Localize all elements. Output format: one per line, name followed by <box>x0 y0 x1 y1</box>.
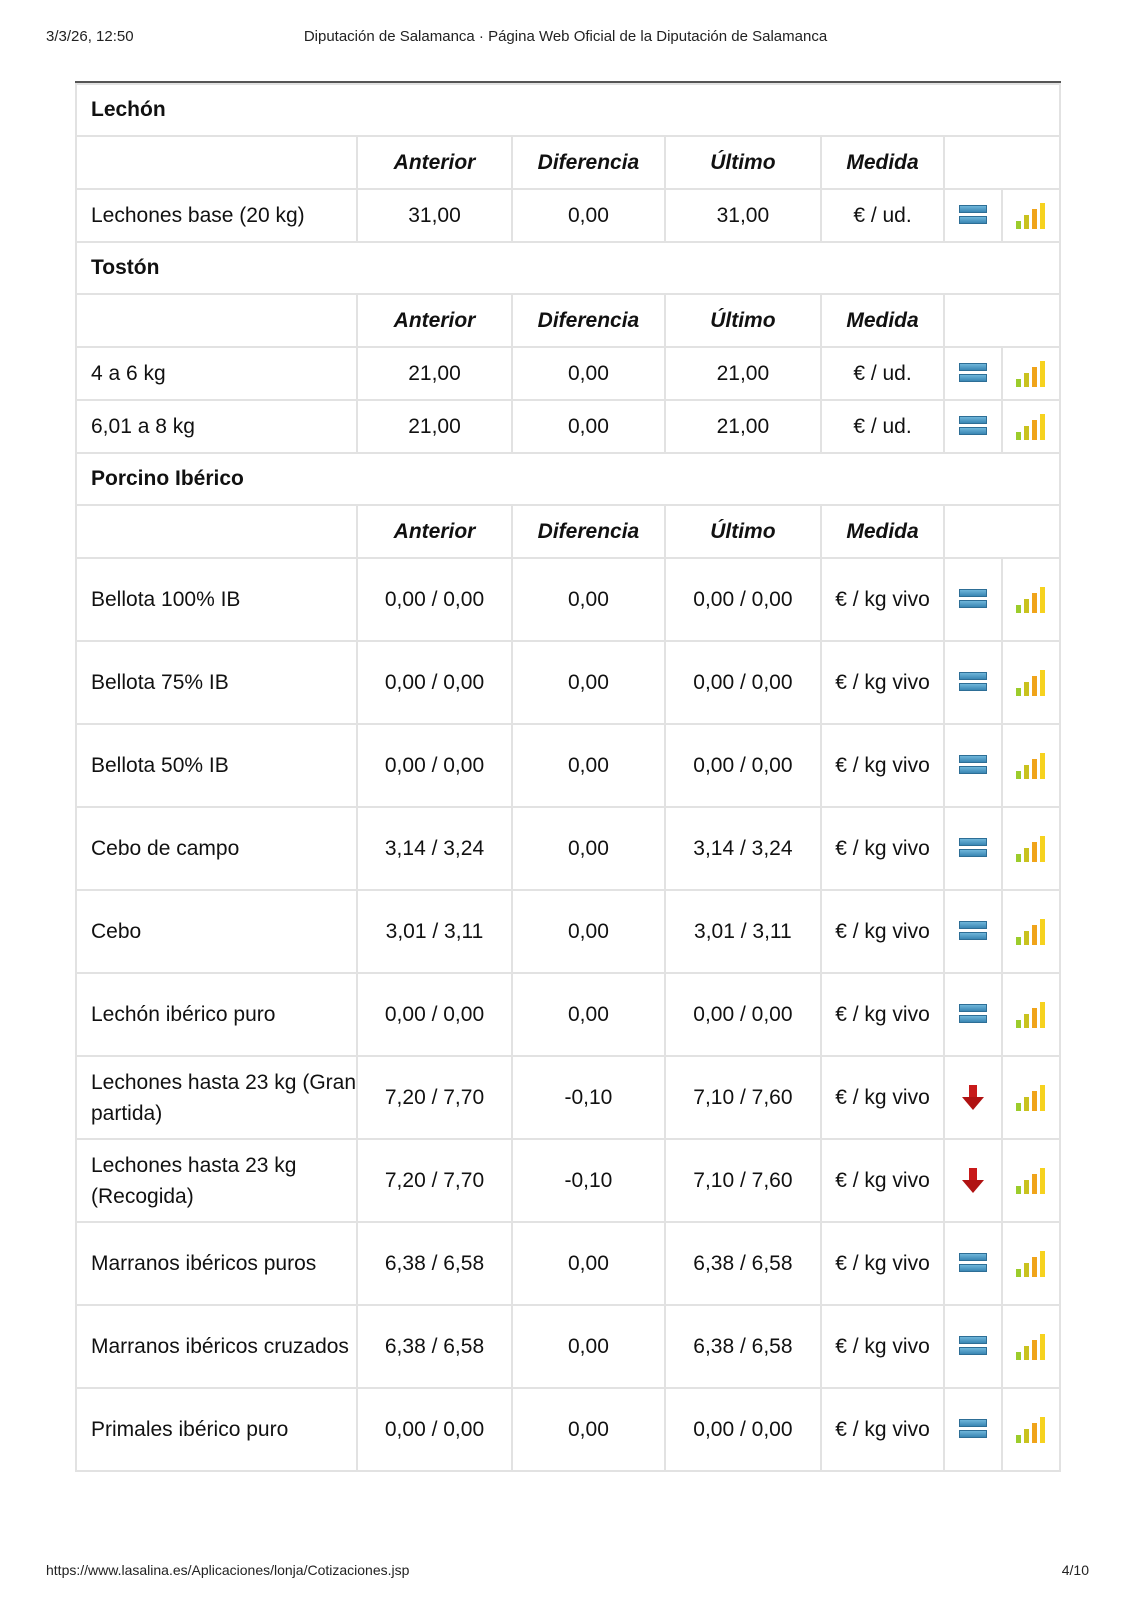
unit-measure: € / kg vivo <box>821 724 945 807</box>
unit-measure: € / kg vivo <box>821 807 945 890</box>
chart-bars-icon[interactable] <box>1016 919 1046 945</box>
header-diff: Diferencia <box>512 136 665 189</box>
unit-measure: € / kg vivo <box>821 1222 945 1305</box>
chart-cell[interactable] <box>1002 558 1060 641</box>
table-row <box>76 347 1060 400</box>
trend-cell[interactable] <box>944 1222 1001 1305</box>
no-change-icon[interactable] <box>959 1419 987 1441</box>
chart-bars-icon[interactable] <box>1016 836 1046 862</box>
unit-measure: € / kg vivo <box>821 1305 945 1388</box>
table-row <box>76 807 1060 890</box>
product-name: Bellota 50% IB <box>76 724 357 807</box>
latest-price: 6,38 / 6,58 <box>665 1222 820 1305</box>
price-difference: 0,00 <box>512 400 665 453</box>
unit-measure: € / kg vivo <box>821 641 945 724</box>
header-icons-empty <box>944 294 1060 347</box>
no-change-icon[interactable] <box>959 589 987 611</box>
section-title: Tostón <box>76 242 1060 294</box>
previous-price: 21,00 <box>357 400 511 453</box>
chart-cell[interactable] <box>1002 1222 1060 1305</box>
chart-bars-icon[interactable] <box>1016 1251 1046 1277</box>
price-difference: 0,00 <box>512 1222 665 1305</box>
table-row <box>76 1222 1060 1305</box>
trend-cell[interactable] <box>944 1056 1001 1139</box>
price-difference: 0,00 <box>512 1388 665 1471</box>
header-icons-empty <box>944 505 1060 558</box>
previous-price: 7,20 / 7,70 <box>357 1056 511 1139</box>
previous-price: 6,38 / 6,58 <box>357 1222 511 1305</box>
header-prev: Anterior <box>357 136 511 189</box>
chart-cell[interactable] <box>1002 890 1060 973</box>
latest-price: 31,00 <box>665 189 820 242</box>
chart-bars-icon[interactable] <box>1016 1002 1046 1028</box>
table-row <box>76 400 1060 453</box>
trend-cell[interactable] <box>944 890 1001 973</box>
latest-price: 0,00 / 0,00 <box>665 1388 820 1471</box>
previous-price: 21,00 <box>357 347 511 400</box>
unit-measure: € / kg vivo <box>821 1056 945 1139</box>
price-difference: 0,00 <box>512 641 665 724</box>
chart-bars-icon[interactable] <box>1016 414 1046 440</box>
chart-bars-icon[interactable] <box>1016 1168 1046 1194</box>
header-diff: Diferencia <box>512 505 665 558</box>
column-header-row <box>76 136 1060 189</box>
header-unit: Medida <box>821 136 945 189</box>
latest-price: 0,00 / 0,00 <box>665 973 820 1056</box>
previous-price: 6,38 / 6,58 <box>357 1305 511 1388</box>
chart-cell[interactable] <box>1002 400 1060 453</box>
header-unit: Medida <box>821 294 945 347</box>
price-difference: 0,00 <box>512 973 665 1056</box>
header-prev: Anterior <box>357 505 511 558</box>
product-name: Marranos ibéricos puros <box>76 1222 357 1305</box>
section-title-row <box>76 84 1060 136</box>
product-name: Bellota 100% IB <box>76 558 357 641</box>
price-difference: 0,00 <box>512 347 665 400</box>
section-title: Lechón <box>76 84 1060 136</box>
section-title-row <box>76 242 1060 294</box>
previous-price: 3,01 / 3,11 <box>357 890 511 973</box>
header-unit: Medida <box>821 505 945 558</box>
trend-cell[interactable] <box>944 724 1001 807</box>
price-difference: 0,00 <box>512 890 665 973</box>
latest-price: 6,38 / 6,58 <box>665 1305 820 1388</box>
no-change-icon[interactable] <box>959 672 987 694</box>
chart-bars-icon[interactable] <box>1016 670 1046 696</box>
price-difference: -0,10 <box>512 1139 665 1222</box>
quotes-table-container <box>75 81 1061 1515</box>
price-difference: 0,00 <box>512 724 665 807</box>
product-name: Lechón ibérico puro <box>76 973 357 1056</box>
chart-bars-icon[interactable] <box>1016 753 1046 779</box>
product-name: 4 a 6 kg <box>76 347 357 400</box>
page-number: 4/10 <box>1061 1562 1089 1578</box>
table-row <box>76 1388 1060 1471</box>
quotes-table <box>75 83 1061 1472</box>
trend-cell[interactable] <box>944 807 1001 890</box>
chart-cell[interactable] <box>1002 973 1060 1056</box>
latest-price: 21,00 <box>665 347 820 400</box>
price-difference: 0,00 <box>512 558 665 641</box>
price-difference: 0,00 <box>512 1305 665 1388</box>
chart-bars-icon[interactable] <box>1016 361 1046 387</box>
table-row <box>76 890 1060 973</box>
previous-price: 0,00 / 0,00 <box>357 558 511 641</box>
chart-bars-icon[interactable] <box>1016 1085 1046 1111</box>
unit-measure: € / ud. <box>821 347 945 400</box>
chart-cell[interactable] <box>1002 347 1060 400</box>
down-arrow-icon[interactable] <box>962 1085 984 1111</box>
no-change-icon[interactable] <box>959 363 987 385</box>
header-empty <box>76 505 357 558</box>
previous-price: 0,00 / 0,00 <box>357 973 511 1056</box>
table-row <box>76 724 1060 807</box>
section-title: Porcino Ibérico <box>76 453 1060 505</box>
header-icons-empty <box>944 136 1060 189</box>
chart-cell[interactable] <box>1002 1139 1060 1222</box>
trend-cell[interactable] <box>944 400 1001 453</box>
table-row <box>76 558 1060 641</box>
chart-cell[interactable] <box>1002 807 1060 890</box>
chart-cell[interactable] <box>1002 189 1060 242</box>
unit-measure: € / kg vivo <box>821 1388 945 1471</box>
down-arrow-icon[interactable] <box>962 1168 984 1194</box>
trend-cell[interactable] <box>944 1305 1001 1388</box>
table-row <box>76 1056 1060 1139</box>
trend-cell[interactable] <box>944 189 1001 242</box>
table-row <box>76 641 1060 724</box>
previous-price: 0,00 / 0,00 <box>357 1388 511 1471</box>
unit-measure: € / kg vivo <box>821 973 945 1056</box>
no-change-icon[interactable] <box>959 921 987 943</box>
header-diff: Diferencia <box>512 294 665 347</box>
unit-measure: € / kg vivo <box>821 558 945 641</box>
header-empty <box>76 294 357 347</box>
product-name: Marranos ibéricos cruzados <box>76 1305 357 1388</box>
price-difference: 0,00 <box>512 807 665 890</box>
product-name: Cebo <box>76 890 357 973</box>
no-change-icon[interactable] <box>959 416 987 438</box>
price-difference: -0,10 <box>512 1056 665 1139</box>
latest-price: 0,00 / 0,00 <box>665 558 820 641</box>
product-name: Cebo de campo <box>76 807 357 890</box>
chart-cell[interactable] <box>1002 641 1060 724</box>
no-change-icon[interactable] <box>959 1004 987 1026</box>
product-name: Lechones base (20 kg) <box>76 189 357 242</box>
latest-price: 7,10 / 7,60 <box>665 1139 820 1222</box>
page-title: Diputación de Salamanca · Página Web Oficial de la Diputación de Salamanca <box>303 28 828 45</box>
print-date: 3/3/26, 12:50 <box>46 28 134 45</box>
trend-cell[interactable] <box>944 973 1001 1056</box>
chart-bars-icon[interactable] <box>1016 203 1046 229</box>
previous-price: 7,20 / 7,70 <box>357 1139 511 1222</box>
trend-cell[interactable] <box>944 641 1001 724</box>
product-name: Lechones hasta 23 kg (Recogida) <box>76 1139 357 1222</box>
chart-bars-icon[interactable] <box>1016 1417 1046 1443</box>
header-last: Último <box>665 136 820 189</box>
column-header-row <box>76 294 1060 347</box>
product-name: 6,01 a 8 kg <box>76 400 357 453</box>
previous-price: 3,14 / 3,24 <box>357 807 511 890</box>
table-row <box>76 1139 1060 1222</box>
header-last: Último <box>665 294 820 347</box>
print-header <box>0 28 1131 48</box>
trend-cell[interactable] <box>944 1388 1001 1471</box>
trend-cell[interactable] <box>944 347 1001 400</box>
table-row <box>76 189 1060 242</box>
latest-price: 3,14 / 3,24 <box>665 807 820 890</box>
latest-price: 7,10 / 7,60 <box>665 1056 820 1139</box>
no-change-icon[interactable] <box>959 1253 987 1275</box>
chart-bars-icon[interactable] <box>1016 1334 1046 1360</box>
header-empty <box>76 136 357 189</box>
print-footer <box>0 1562 1131 1582</box>
chart-cell[interactable] <box>1002 1056 1060 1139</box>
latest-price: 0,00 / 0,00 <box>665 724 820 807</box>
previous-price: 31,00 <box>357 189 511 242</box>
chart-cell[interactable] <box>1002 1388 1060 1471</box>
product-name: Bellota 75% IB <box>76 641 357 724</box>
page-url: https://www.lasalina.es/Aplicaciones/lonja/Cotizaciones.jsp <box>46 1562 410 1578</box>
unit-measure: € / kg vivo <box>821 890 945 973</box>
trend-cell[interactable] <box>944 558 1001 641</box>
no-change-icon[interactable] <box>959 205 987 227</box>
previous-price: 0,00 / 0,00 <box>357 724 511 807</box>
trend-cell[interactable] <box>944 1139 1001 1222</box>
latest-price: 21,00 <box>665 400 820 453</box>
section-title-row <box>76 453 1060 505</box>
chart-bars-icon[interactable] <box>1016 587 1046 613</box>
latest-price: 0,00 / 0,00 <box>665 641 820 724</box>
column-header-row <box>76 505 1060 558</box>
unit-measure: € / kg vivo <box>821 1139 945 1222</box>
table-row <box>76 973 1060 1056</box>
product-name: Primales ibérico puro <box>76 1388 357 1471</box>
product-name: Lechones hasta 23 kg (Gran partida) <box>76 1056 357 1139</box>
price-difference: 0,00 <box>512 189 665 242</box>
header-last: Último <box>665 505 820 558</box>
chart-cell[interactable] <box>1002 1305 1060 1388</box>
previous-price: 0,00 / 0,00 <box>357 641 511 724</box>
table-row <box>76 1305 1060 1388</box>
no-change-icon[interactable] <box>959 755 987 777</box>
header-prev: Anterior <box>357 294 511 347</box>
no-change-icon[interactable] <box>959 838 987 860</box>
latest-price: 3,01 / 3,11 <box>665 890 820 973</box>
no-change-icon[interactable] <box>959 1336 987 1358</box>
chart-cell[interactable] <box>1002 724 1060 807</box>
unit-measure: € / ud. <box>821 400 945 453</box>
unit-measure: € / ud. <box>821 189 945 242</box>
